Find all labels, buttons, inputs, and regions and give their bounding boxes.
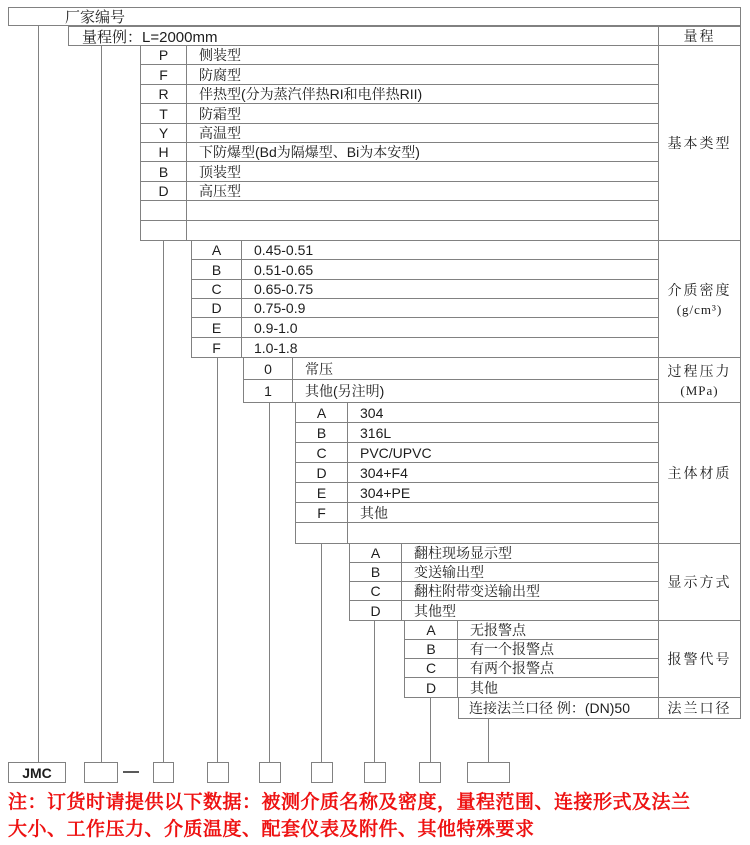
section-basic-type	[140, 45, 659, 241]
code-cell: D	[350, 601, 402, 620]
table-row	[141, 221, 658, 240]
code-cell: H	[141, 143, 187, 161]
code-cell: A	[192, 241, 242, 259]
desc-cell: 0.51-0.65	[254, 261, 314, 278]
table-row	[296, 523, 658, 543]
category-label: 基本类型	[667, 137, 732, 152]
manufacturer-code-row	[8, 7, 741, 26]
desc-cell: 翻柱附带变送输出型	[414, 583, 540, 599]
code-cell: C	[296, 443, 348, 462]
category-flange	[658, 697, 741, 719]
order-note-line1: 注：订货时请提供以下数据：被测介质名称及密度，量程范围、连接形式及法兰	[8, 792, 691, 813]
category-process-pressure	[658, 357, 741, 403]
model-code-box	[153, 762, 174, 783]
table-row	[141, 46, 658, 65]
flange-row	[458, 697, 659, 719]
flange-desc: 连接法兰口径 例：(DN)50	[469, 700, 631, 716]
category-label: 介质密度	[667, 284, 732, 299]
table-row	[296, 443, 658, 463]
model-code-box	[311, 762, 333, 783]
table-row	[405, 640, 658, 659]
table-row	[350, 601, 658, 620]
desc-cell: 其他型	[414, 602, 456, 619]
connector-line	[374, 620, 375, 763]
category-label: 显示方式	[667, 576, 732, 591]
category-label: 过程压力	[667, 365, 732, 380]
code-cell: B	[141, 162, 187, 181]
separator-dash	[123, 771, 139, 773]
code-cell: D	[192, 299, 242, 317]
order-note	[8, 789, 746, 843]
code-cell: A	[296, 403, 348, 422]
table-row	[141, 85, 658, 104]
table-row	[244, 358, 658, 380]
category-range	[658, 26, 741, 46]
table-row	[192, 280, 658, 299]
code-cell: B	[405, 640, 458, 658]
desc-cell	[348, 523, 658, 543]
code-cell: D	[296, 463, 348, 482]
code-cell: C	[192, 280, 242, 298]
desc-cell: PVC/UPVC	[360, 444, 432, 461]
desc-cell: 下防爆型(Bd为隔爆型、Bi为本安型)	[199, 144, 420, 160]
connector-line	[269, 402, 270, 763]
table-row	[141, 201, 658, 221]
code-cell: E	[192, 318, 242, 337]
desc-cell: 顶装型	[199, 163, 241, 180]
category-range-label: 量程	[683, 30, 716, 45]
section-display-mode	[349, 543, 659, 621]
table-row	[141, 65, 658, 85]
table-row	[296, 423, 658, 443]
desc-cell: 有一个报警点	[470, 641, 554, 657]
table-row	[350, 544, 658, 563]
table-row	[141, 162, 658, 182]
desc-cell: 高温型	[199, 125, 241, 141]
table-row	[192, 299, 658, 318]
category-sublabel: (MPa)	[680, 383, 719, 398]
table-row	[192, 241, 658, 260]
desc-cell: 变送输出型	[414, 564, 484, 580]
code-cell: A	[405, 621, 458, 639]
category-body-material	[658, 402, 741, 544]
category-label: 主体材质	[667, 467, 732, 482]
model-prefix-box	[8, 762, 66, 783]
code-cell: C	[350, 582, 402, 600]
desc-cell: 其他(另注明)	[305, 383, 385, 399]
section-process-pressure	[243, 357, 659, 403]
desc-cell: 其他	[470, 679, 498, 696]
model-code-box	[419, 762, 441, 783]
category-medium-density	[658, 240, 741, 358]
code-cell	[296, 523, 348, 543]
code-cell: T	[141, 104, 187, 123]
section-alarm-code	[404, 620, 659, 698]
code-cell: 1	[244, 380, 293, 402]
desc-cell: 0.9-1.0	[254, 319, 298, 336]
table-row	[405, 659, 658, 678]
code-cell: A	[350, 544, 402, 562]
code-cell: C	[405, 659, 458, 677]
connector-line	[101, 45, 102, 763]
table-row	[244, 380, 658, 402]
code-cell: R	[141, 85, 187, 103]
code-cell: F	[296, 503, 348, 522]
desc-cell: 防腐型	[199, 66, 241, 83]
model-code-box	[467, 762, 510, 783]
desc-cell: 常压	[305, 360, 333, 377]
section-medium-density	[191, 240, 659, 358]
desc-cell: 1.0-1.8	[254, 339, 298, 356]
code-cell: D	[141, 182, 187, 200]
connector-line	[488, 718, 489, 763]
table-row	[141, 143, 658, 162]
table-row	[141, 104, 658, 124]
table-row	[296, 483, 658, 503]
desc-cell: 304+PE	[360, 484, 411, 501]
desc-cell: 0.45-0.51	[254, 242, 314, 258]
desc-cell	[187, 221, 658, 240]
connector-line	[38, 25, 39, 763]
model-code-box	[207, 762, 229, 783]
connector-line	[217, 357, 218, 763]
connector-line	[430, 697, 431, 763]
category-sublabel: (g/cm³)	[676, 302, 723, 317]
code-cell: F	[141, 65, 187, 84]
table-row	[405, 678, 658, 697]
table-row	[192, 318, 658, 338]
table-row	[296, 503, 658, 523]
model-code-box	[84, 762, 118, 783]
range-example-label: 量程例：L=2000mm	[82, 28, 218, 46]
connector-line	[321, 543, 322, 763]
table-row	[192, 260, 658, 280]
table-row	[296, 403, 658, 423]
category-label: 报警代号	[667, 653, 732, 668]
desc-cell: 0.65-0.75	[254, 281, 314, 297]
code-cell	[141, 221, 187, 240]
order-note-line2: 大小、工作压力、介质温度、配套仪表及附件、其他特殊要求	[8, 819, 535, 840]
category-flange-label: 法兰口径	[667, 702, 732, 717]
desc-cell: 316L	[360, 424, 392, 441]
desc-cell: 有两个报警点	[470, 660, 554, 676]
manufacturer-code-label: 厂家编号	[65, 9, 126, 26]
table-row	[350, 563, 658, 582]
section-body-material	[295, 402, 659, 544]
desc-cell	[187, 201, 658, 220]
code-cell: F	[192, 338, 242, 357]
code-cell	[141, 201, 187, 220]
category-basic-type	[658, 45, 741, 241]
table-row	[141, 182, 658, 201]
range-row	[68, 26, 659, 46]
table-row	[405, 621, 658, 640]
desc-cell: 伴热型(分为蒸汽伴热RI和电伴热RII)	[199, 86, 423, 102]
desc-cell: 304	[360, 404, 384, 421]
code-cell: E	[296, 483, 348, 502]
model-prefix-label: JMC	[22, 764, 52, 781]
category-display-mode	[658, 543, 741, 621]
code-cell: 0	[244, 358, 293, 379]
code-cell: D	[405, 678, 458, 697]
desc-cell: 其他	[360, 504, 388, 521]
code-cell: B	[192, 260, 242, 279]
table-row	[350, 582, 658, 601]
desc-cell: 304+F4	[360, 464, 408, 481]
desc-cell: 防霜型	[199, 105, 241, 122]
desc-cell: 0.75-0.9	[254, 300, 306, 316]
code-cell: B	[350, 563, 402, 581]
desc-cell: 高压型	[199, 183, 241, 199]
code-cell: B	[296, 423, 348, 442]
connector-line	[163, 240, 164, 763]
table-row	[296, 463, 658, 483]
model-code-box	[364, 762, 386, 783]
desc-cell: 侧装型	[199, 47, 241, 63]
desc-cell: 无报警点	[470, 622, 526, 638]
code-cell: Y	[141, 124, 187, 142]
desc-cell: 翻柱现场显示型	[414, 545, 512, 561]
code-cell: P	[141, 46, 187, 64]
model-code-box	[259, 762, 281, 783]
table-row	[141, 124, 658, 143]
table-row	[192, 338, 658, 357]
category-alarm-code	[658, 620, 741, 698]
